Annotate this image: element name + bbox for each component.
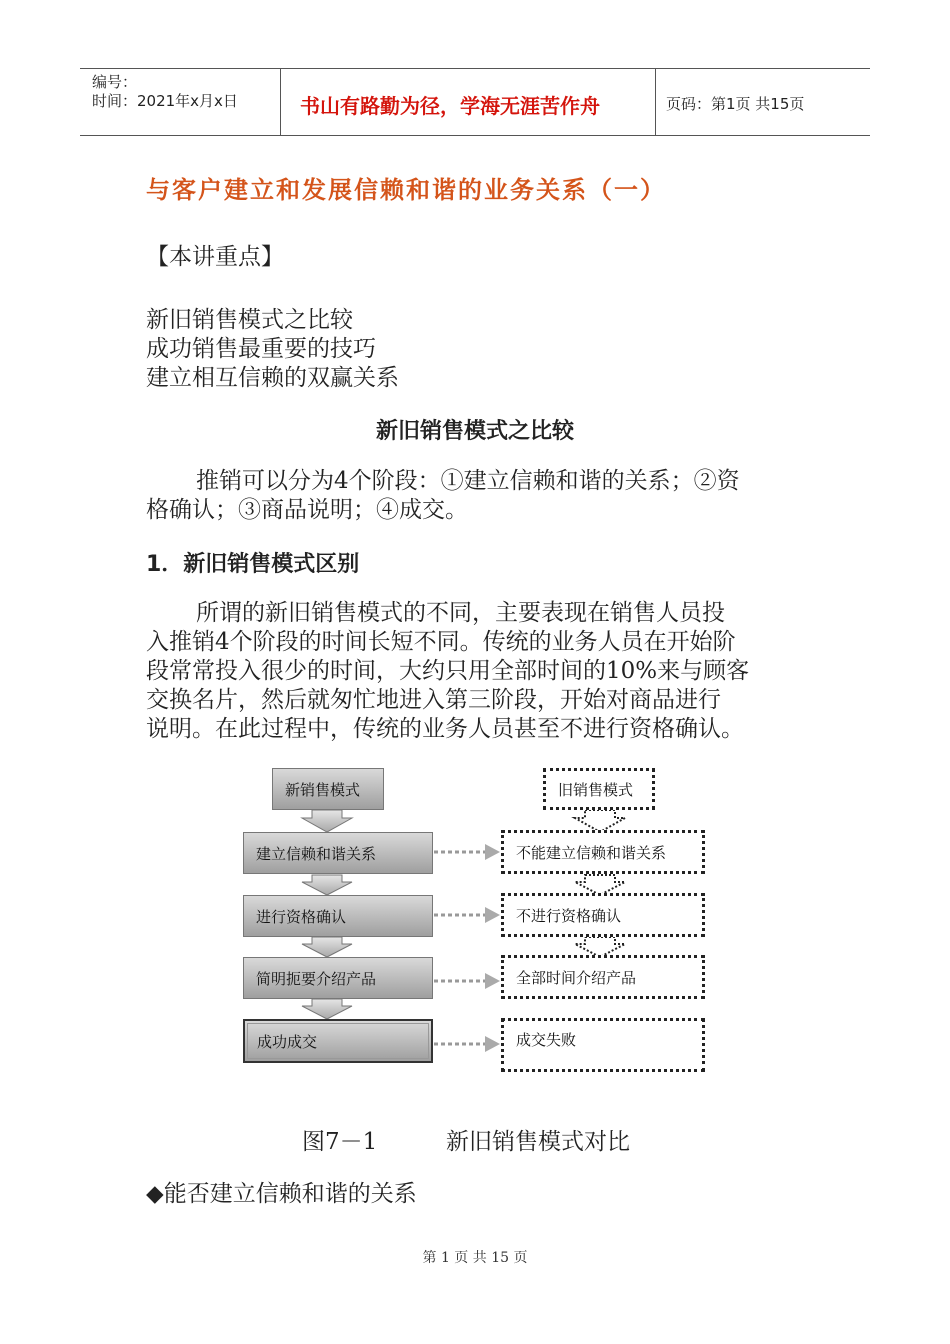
page-footer: 第 1 页 共 15 页 bbox=[422, 1250, 528, 1266]
down-arrow-icon bbox=[302, 937, 352, 957]
header-number-label: 编号： bbox=[92, 73, 138, 91]
header-motto: 书山有路勤为径，学海无涯苦作舟 bbox=[300, 94, 600, 118]
right-arrow-icon bbox=[485, 973, 500, 989]
new-step-box-final: 成功成交 bbox=[243, 1019, 433, 1063]
right-arrow-icon bbox=[485, 844, 500, 860]
old-step-box: 全部时间介绍产品 bbox=[501, 955, 705, 999]
intro-line-1: 推销可以分为4个阶段：①建立信赖和谐的关系；②资 bbox=[196, 468, 740, 494]
down-arrow-icon bbox=[302, 875, 352, 895]
header-top-rule bbox=[80, 68, 870, 69]
subsection-heading: 1．新旧销售模式区别 bbox=[146, 552, 360, 577]
section-heading: 新旧销售模式之比较 bbox=[375, 419, 574, 444]
header-bottom-rule bbox=[80, 135, 870, 136]
intro-line-2: 格确认；③商品说明；④成交。 bbox=[146, 497, 468, 523]
down-arrow-icon bbox=[575, 810, 625, 832]
header-divider-1 bbox=[280, 68, 281, 136]
body-line-4: 交换名片，然后就匆忙地进入第三阶段，开始对商品进行 bbox=[146, 687, 721, 713]
old-step-box: 不能建立信赖和谐关系 bbox=[501, 830, 705, 874]
old-step-box: 成交失败 bbox=[501, 1018, 705, 1072]
right-arrow-icon bbox=[485, 907, 500, 923]
header-divider-2 bbox=[655, 68, 656, 136]
new-model-title-box: 新销售模式 bbox=[272, 768, 384, 810]
key-point-item: 成功销售最重要的技巧 bbox=[146, 336, 376, 362]
header-date: 时间：2021年x月x日 bbox=[92, 92, 238, 110]
new-step-box: 简明扼要介绍产品 bbox=[243, 957, 433, 999]
right-arrow-icon bbox=[485, 1036, 500, 1052]
old-step-box: 不进行资格确认 bbox=[501, 893, 705, 937]
document-title: 与客户建立和发展信赖和谐的业务关系（一） bbox=[146, 176, 666, 204]
new-step-box: 进行资格确认 bbox=[243, 895, 433, 937]
bullet-heading: ◆能否建立信赖和谐的关系 bbox=[146, 1181, 417, 1207]
header-page-info: 页码：第1页 共15页 bbox=[666, 95, 805, 113]
body-line-1: 所谓的新旧销售模式的不同，主要表现在销售人员投 bbox=[196, 600, 725, 626]
key-point-item: 新旧销售模式之比较 bbox=[146, 307, 353, 333]
body-line-5: 说明。在此过程中，传统的业务人员甚至不进行资格确认。 bbox=[146, 716, 744, 742]
down-arrow-icon bbox=[302, 999, 352, 1019]
old-model-title-box: 旧销售模式 bbox=[543, 768, 655, 810]
key-points-heading: 【本讲重点】 bbox=[146, 244, 284, 270]
new-step-box: 建立信赖和谐关系 bbox=[243, 832, 433, 874]
figure-caption: 新旧销售模式对比 bbox=[446, 1129, 630, 1155]
figure-number: 图7－1 bbox=[302, 1129, 378, 1155]
key-point-item: 建立相互信赖的双赢关系 bbox=[146, 365, 399, 391]
down-arrow-icon bbox=[302, 810, 352, 832]
body-line-3: 段常常投入很少的时间，大约只用全部时间的10%来与顾客 bbox=[146, 658, 750, 684]
down-arrow-icon bbox=[575, 937, 625, 957]
down-arrow-icon bbox=[575, 875, 625, 895]
body-line-2: 入推销4个阶段的时间长短不同。传统的业务人员在开始阶 bbox=[146, 629, 736, 655]
